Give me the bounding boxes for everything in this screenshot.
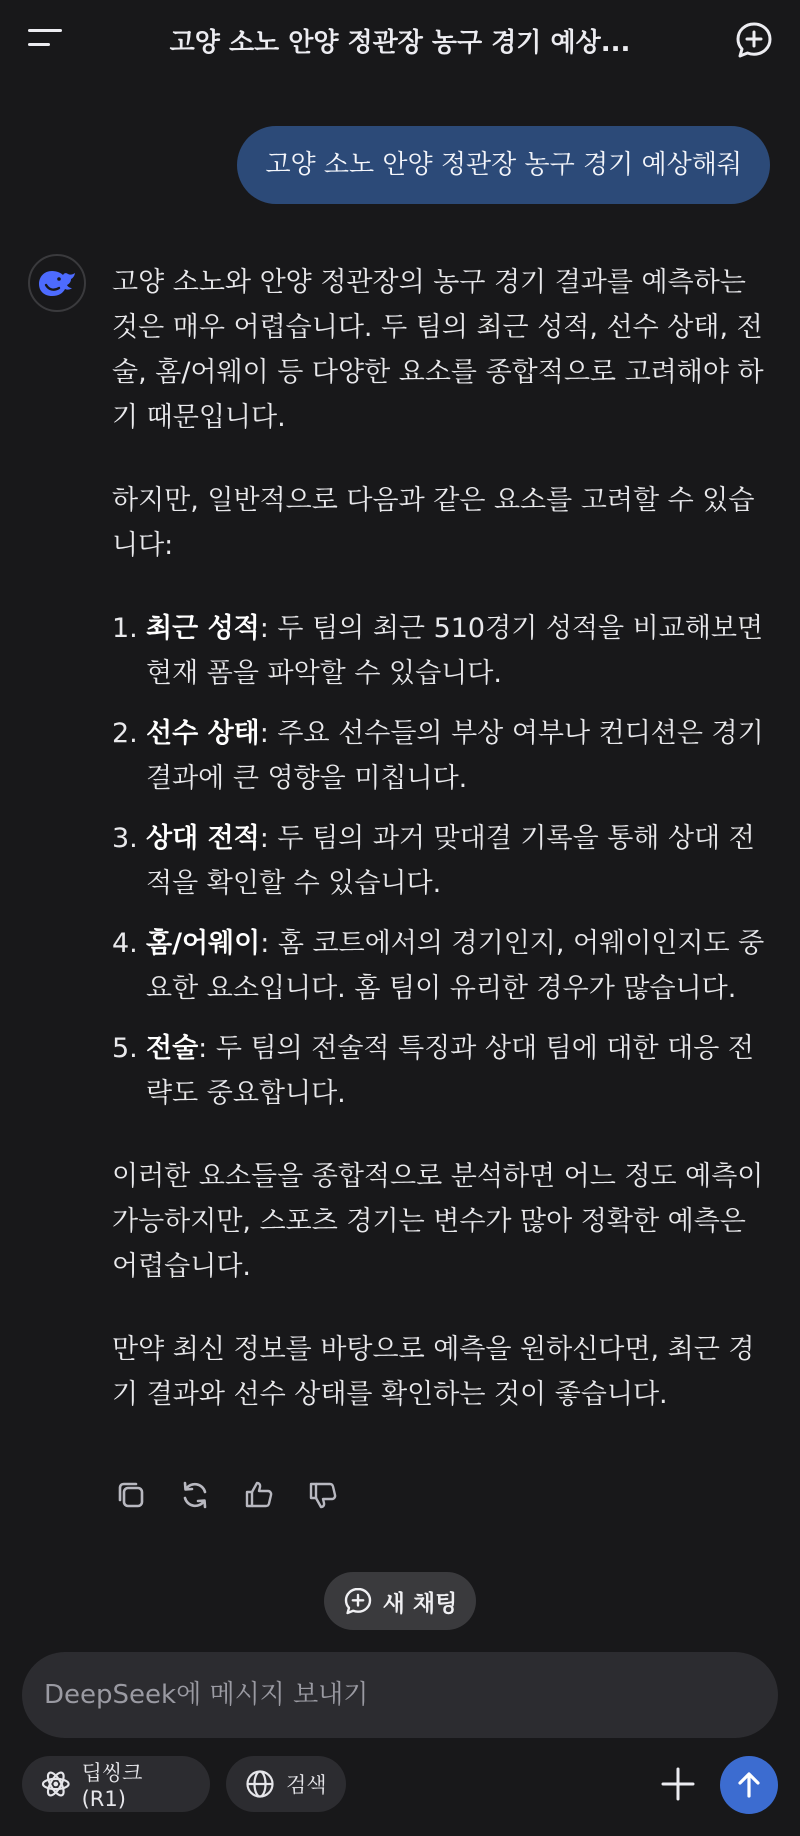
list-item-title: 최근 성적 <box>146 613 260 644</box>
list-item-text: : 두 팀의 과거 맞대결 기록을 통해 상대 전적을 확인할 수 있습니다. <box>146 823 755 899</box>
answer-paragraph: 하지만, 일반적으로 다음과 같은 요소를 고려할 수 있습니다: <box>112 485 755 561</box>
menu-icon[interactable] <box>26 26 66 52</box>
list-item: 4. 홈/어웨이: 홈 코트에서의 경기인지, 어웨이인지도 중요한 요소입니다. 홈 팀이 유리한 경우가 많습니다. <box>112 928 765 1004</box>
copy-icon[interactable] <box>112 1476 150 1514</box>
list-item: 5. 전술: 두 팀의 전술적 특징과 상대 팀에 대한 대응 전략도 중요합니다. <box>112 1033 754 1109</box>
list-item: 2. 선수 상태: 주요 선수들의 부상 여부나 컨디션은 경기 결과에 큰 영향을 미칩니다. <box>112 718 764 794</box>
list-item-text: : 주요 선수들의 부상 여부나 컨디션은 경기 결과에 큰 영향을 미칩니다. <box>146 718 764 794</box>
search-label: 검색 <box>286 1773 327 1797</box>
answer-paragraph: 이러한 요소들을 종합적으로 분석하면 어느 정도 예측이 가능하지만, 스포츠 경기는 변수가 많아 정확한 예측은 어렵습니다. <box>112 1161 764 1282</box>
list-item-title: 홈/어웨이 <box>146 928 261 959</box>
thumbs-up-icon[interactable] <box>240 1476 278 1514</box>
assistant-message <box>112 260 772 1417</box>
thumbs-down-icon[interactable] <box>304 1476 342 1514</box>
list-item-title: 전술 <box>146 1033 199 1064</box>
factor-list <box>112 606 772 1116</box>
top-bar <box>0 0 800 80</box>
new-chat-label: 새 채팅 <box>382 1590 458 1617</box>
list-item-title: 선수 상태 <box>146 718 260 749</box>
new-chat-button[interactable] <box>324 1572 476 1630</box>
new-chat-bubble-icon <box>343 1586 373 1616</box>
deepthink-toggle[interactable] <box>22 1756 210 1812</box>
list-item-title: 상대 전적 <box>146 823 260 854</box>
arrow-up-icon <box>733 1769 765 1801</box>
list-item: 1. 최근 성적: 두 팀의 최근 510경기 성적을 비교해보면 현재 폼을 파악할 수 있습니다. <box>112 613 764 689</box>
answer-paragraph: 만약 최신 정보를 바탕으로 예측을 원하신다면, 최근 경기 결과와 선수 상태를 확인하는 것이 좋습니다. <box>112 1334 755 1410</box>
deepthink-label: 딥씽크 (R1) <box>81 1761 143 1811</box>
list-item: 3. 상대 전적: 두 팀의 과거 맞대결 기록을 통해 상대 전적을 확인할 수 있습니다. <box>112 823 755 899</box>
attach-plus-icon[interactable] <box>656 1762 700 1806</box>
list-item-text: : 두 팀의 최근 510경기 성적을 비교해보면 현재 폼을 파악할 수 있습니다. <box>146 613 764 689</box>
user-message-bubble: 고양 소노 안양 정관장 농구 경기 예상해줘 <box>237 126 770 204</box>
answer-paragraph: 고양 소노와 안양 정관장의 농구 경기 결과를 예측하는 것은 매우 어렵습니다. 두 팀의 최근 성적, 선수 상태, 전술, 홈/어웨이 등 다양한 요소를 종합적으로 고려해야 하기 때문입니다. <box>112 267 764 433</box>
list-item-text: : 홈 코트에서의 경기인지, 어웨이인지도 중요한 요소입니다. 홈 팀이 유리한 경우가 많습니다. <box>146 928 765 1004</box>
globe-icon <box>244 1768 276 1800</box>
regenerate-icon[interactable] <box>176 1476 214 1514</box>
chat-title: 고양 소노 안양 정관장 농구 경기 예상... <box>169 28 631 58</box>
atom-icon <box>40 1768 72 1800</box>
list-item-text: : 두 팀의 전술적 특징과 상대 팀에 대한 대응 전략도 중요합니다. <box>146 1033 754 1109</box>
message-input-container <box>22 1652 778 1738</box>
message-actions <box>112 1476 342 1516</box>
search-toggle[interactable] <box>226 1756 346 1812</box>
new-chat-icon[interactable] <box>734 20 774 60</box>
send-button[interactable] <box>720 1756 778 1814</box>
deepseek-logo-icon <box>28 254 86 312</box>
composer-toolbar <box>0 1756 800 1812</box>
message-input[interactable] <box>44 1652 744 1738</box>
